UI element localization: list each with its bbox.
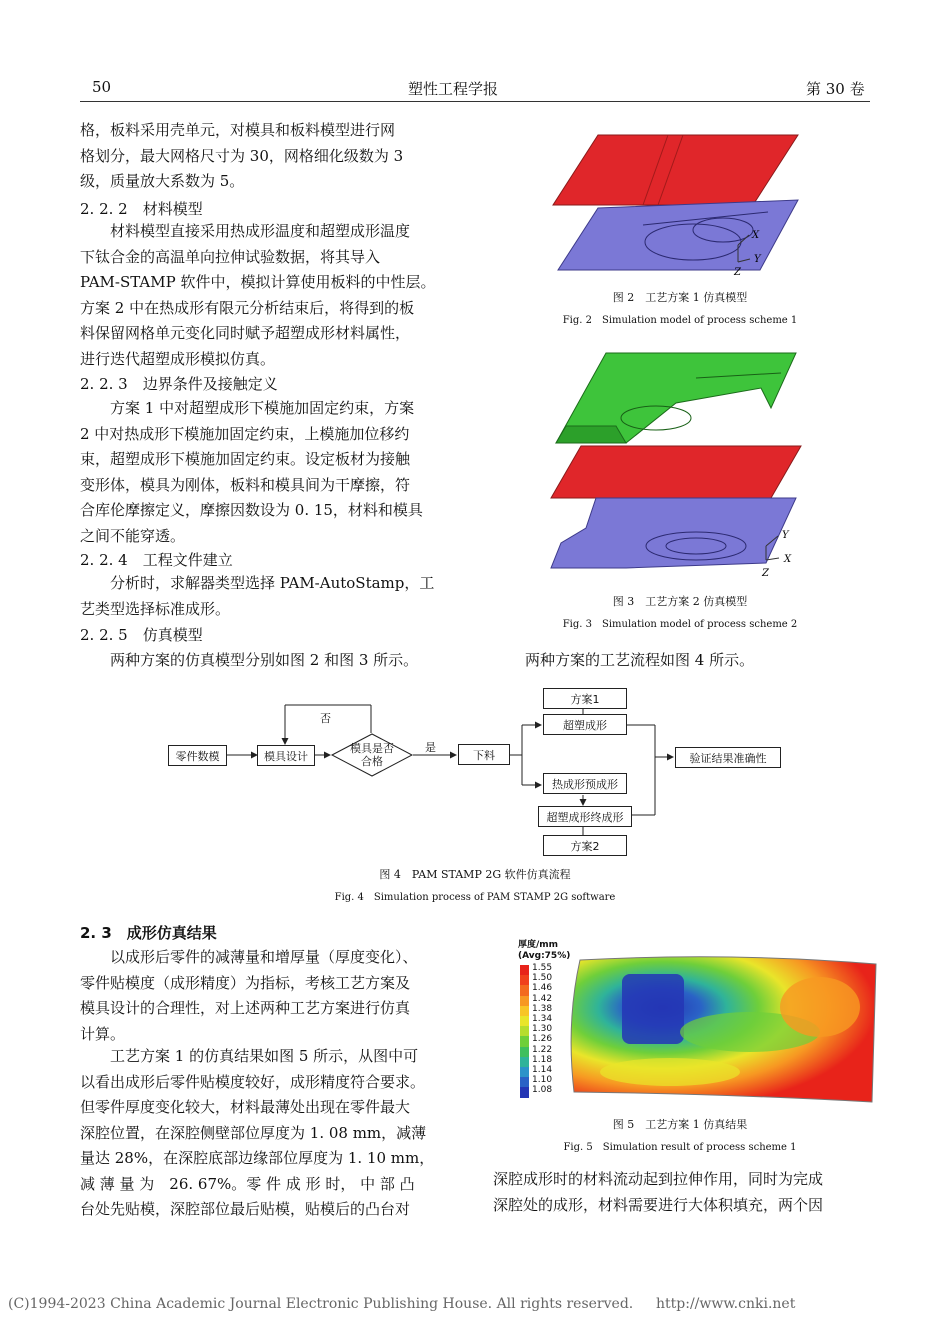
legend-title-line: 厚度/mm	[518, 940, 559, 950]
legend-swatch	[520, 1067, 529, 1077]
right-paragraph-2	[493, 1167, 873, 1219]
axis-z-label: Z	[734, 267, 741, 278]
legend-swatch	[520, 1047, 529, 1057]
text-line: 料保留网格单元变化同时赋予超塑成形材料属性，	[80, 324, 411, 342]
paragraph-3	[80, 396, 470, 551]
fig4-caption-en: Fig. 4 Simulation process of PAM STAMP 2G software	[334, 892, 616, 903]
axis-z-label: Z	[762, 568, 769, 579]
legend-swatch	[520, 985, 529, 995]
scheme1-box: 方案1	[543, 688, 627, 709]
text-line: 台处先贴模，深腔部位最后贴模，贴模后的凸台对	[80, 1200, 411, 1218]
lower-region	[600, 1058, 740, 1086]
decision-label-line: 合格	[361, 755, 383, 768]
spf-box: 超塑成形	[543, 714, 627, 735]
text-line: 工艺方案 1 的仿真结果如图 5 所示，从图中可	[80, 1047, 419, 1065]
header-rule	[80, 101, 870, 102]
scheme2-box: 方案2	[543, 835, 627, 856]
legend-value: 1.22	[532, 1044, 553, 1055]
fig2-caption-cn: 图 2 工艺方案 1 仿真模型	[612, 291, 748, 304]
legend-value: 1.46	[532, 983, 553, 994]
section-2-2-2-heading: 2. 2. 2 材料模型	[80, 200, 203, 218]
fig3-caption-cn: 图 3 工艺方案 2 仿真模型	[612, 595, 748, 608]
legend-swatch	[520, 975, 529, 985]
text-line: 深腔处的成形，材料需要进行大体积填充，两个因	[493, 1195, 824, 1214]
section-2-3-heading: 2. 3 成形仿真结果	[80, 924, 217, 942]
text-line: 格，板料采用壳单元，对模具和板料模型进行网	[80, 121, 396, 139]
legend-value: 1.08	[532, 1085, 553, 1096]
figure-5-thickness-map	[560, 952, 880, 1107]
footer-copyright: (C)1994-2023 China Academic Journal Electronic Publishing House. All rights reserved.	[8, 1296, 634, 1312]
fig5-caption-en: Fig. 5 Simulation result of process scheme 1	[563, 1142, 797, 1153]
text-line: 变形体，模具为刚体，板料和模具间为干摩擦，符	[80, 475, 411, 494]
paragraph-5: 两种方案的仿真模型分别如图 2 和图 3 所示。	[80, 651, 419, 669]
text-line: 计算。	[80, 1024, 126, 1043]
text-line: 艺类型选择标准成形。	[80, 599, 231, 618]
text-line: 之间不能穿透。	[80, 526, 186, 545]
section-2-2-4-heading: 2. 2. 4 工程文件建立	[80, 551, 233, 569]
text-line: 束，超塑成形下模施加固定约束。设定板材为接触	[80, 450, 411, 468]
legend-value: 1.50	[532, 973, 553, 984]
text-line: 格划分，最大网格尺寸为 30，网格细化级数为 3	[80, 146, 404, 165]
text-line: 减 薄 量 为 26. 67%。零 件 成 形 时， 中 部 凸	[80, 1174, 415, 1193]
volume-label: 第 30 卷	[806, 80, 865, 98]
blank-sheet-red	[551, 446, 801, 498]
axis-x-label: X	[784, 554, 792, 565]
legend-value: 1.55	[532, 963, 553, 973]
axis-x-label: X	[752, 230, 760, 241]
legend-title-line: (Avg:75%)	[518, 951, 571, 961]
legend-swatch	[520, 1026, 529, 1036]
decision-label-line: 模具是否	[350, 742, 394, 755]
legend-value: 1.18	[532, 1054, 553, 1065]
figure-2-model	[548, 130, 818, 290]
legend-swatch	[520, 1006, 529, 1016]
decision-label	[348, 742, 396, 768]
text-line: 深腔位置，在深腔侧壁部位厚度为 1. 08 mm，减薄	[80, 1123, 427, 1142]
section-2-2-3-heading: 2. 2. 3 边界条件及接触定义	[80, 375, 278, 393]
legend-value: 1.10	[532, 1075, 553, 1086]
paragraph-2	[80, 219, 470, 374]
no-label: 否	[320, 712, 331, 725]
legend-value: 1.14	[532, 1065, 553, 1075]
legend-swatch	[520, 1077, 529, 1087]
blanking-box: 下料	[458, 744, 510, 765]
text-line: PAM-STAMP 软件中，模拟计算使用板料的中性层。	[80, 273, 436, 291]
paragraph-4	[80, 571, 470, 623]
yes-label: 是	[425, 741, 436, 754]
page-number: 50	[92, 78, 112, 96]
text-line: 合库伦摩擦定义，摩擦因数设为 0. 15，材料和模具	[80, 501, 423, 519]
legend-swatch	[520, 1036, 529, 1046]
text-line: 分析时，求解器类型选择 PAM-AutoStamp，工	[80, 574, 435, 592]
text-line: 2 中对热成形下模施加固定约束，上模施加位移约	[80, 424, 410, 443]
legend-swatch	[520, 1057, 529, 1067]
deep-cavity-region	[622, 974, 684, 1044]
legend-swatch	[520, 965, 529, 975]
paragraph-2-3-1	[80, 945, 470, 1050]
section-2-2-5-heading: 2. 2. 5 仿真模型	[80, 626, 203, 644]
hot-preform-box: 热成形预成形	[543, 773, 627, 794]
text-line: 材料模型直接采用热成形温度和超塑成形温度	[80, 222, 411, 240]
part-model-box: 零件数模	[168, 745, 227, 766]
text-line: 零件贴模度（成形精度）为指标，考核工艺方案及	[80, 973, 411, 992]
text-line: 深腔成形时的材料流动起到拉伸作用，同时为完成	[493, 1170, 824, 1188]
text-line: 以成形后零件的减薄量和增厚量（厚度变化）、	[80, 948, 418, 966]
spf-final-box: 超塑成形终成形	[538, 806, 632, 827]
edge-region	[780, 977, 860, 1037]
legend-value: 1.34	[532, 1014, 553, 1024]
text-line: 模具设计的合理性，对上述两种工艺方案进行仿真	[80, 999, 411, 1017]
legend-value: 1.30	[532, 1024, 553, 1035]
legend-value: 1.42	[532, 993, 553, 1004]
die-design-box: 模具设计	[257, 745, 315, 766]
text-line: 方案 1 中对超塑成形下模施加固定约束，方案	[80, 399, 415, 417]
paragraph-2-3-2	[80, 1044, 470, 1224]
fig3-caption-en: Fig. 3 Simulation model of process scheme 2	[562, 619, 798, 630]
paragraph-1	[80, 118, 470, 198]
figure-4-flowchart-lines	[160, 685, 800, 860]
legend-swatch	[520, 1087, 529, 1097]
text-line: 方案 2 中在热成形有限元分析结束后，将得到的板	[80, 298, 415, 317]
text-line: 但零件厚度变化较大，材料最薄处出现在零件最大	[80, 1098, 411, 1116]
text-line: 量达 28%，在深腔底部边缘部位厚度为 1. 10 mm，	[80, 1149, 435, 1167]
upper-die-red	[553, 135, 798, 205]
legend-value: 1.38	[532, 1003, 553, 1014]
text-line: 进行迭代超塑成形模拟仿真。	[80, 349, 276, 368]
fig4-caption-cn: 图 4 PAM STAMP 2G 软件仿真流程	[379, 868, 571, 881]
legend-value: 1.26	[532, 1034, 553, 1045]
text-line: 以看出成形后零件贴模度较好，成形精度符合要求。	[80, 1072, 426, 1091]
text-line: 级，质量放大系数为 5。	[80, 172, 245, 190]
axis-y-label: Y	[754, 254, 761, 265]
fig2-caption-en: Fig. 2 Simulation model of process scheme 1	[562, 315, 798, 326]
verify-box: 验证结果准确性	[675, 747, 781, 768]
legend-swatch	[520, 996, 529, 1006]
fig5-caption-cn: 图 5 工艺方案 1 仿真结果	[612, 1118, 748, 1131]
journal-title: 塑性工程学报	[408, 80, 499, 98]
figure-3-model	[546, 348, 821, 583]
text-line: 下钛合金的高温单向拉伸试验数据，将其导入	[80, 247, 381, 266]
right-paragraph-1: 两种方案的工艺流程如图 4 所示。	[525, 651, 755, 669]
upper-die-green-side	[556, 426, 626, 443]
legend-swatch	[520, 1016, 529, 1026]
footer-url[interactable]: http://www.cnki.net	[656, 1296, 796, 1312]
axis-y-label: Y	[782, 530, 789, 541]
